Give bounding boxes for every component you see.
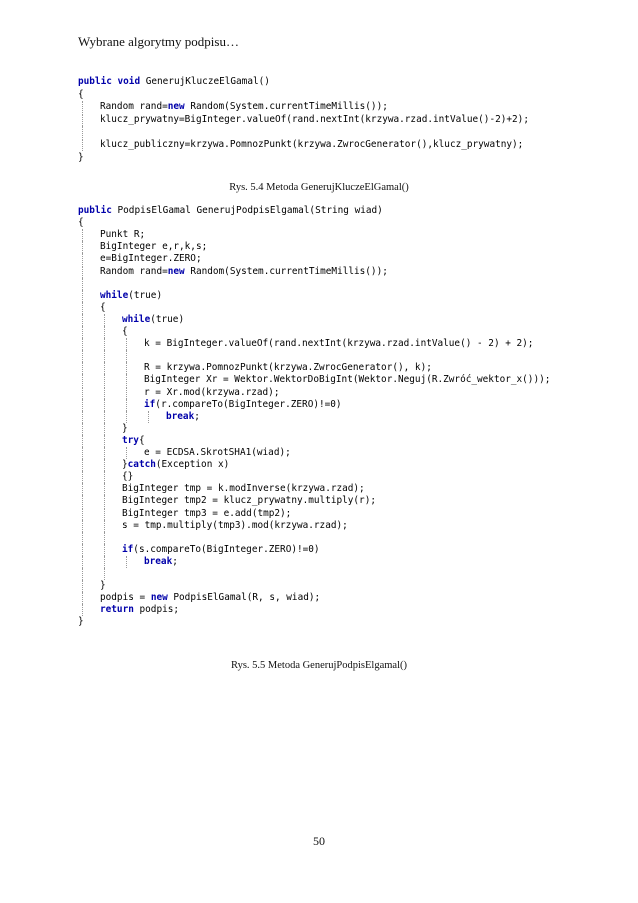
code-text	[122, 508, 291, 520]
indent-guide	[126, 387, 127, 399]
indent-guide	[126, 338, 127, 350]
indent-guide	[82, 544, 83, 556]
code-text	[144, 362, 432, 374]
code-token: Random rand=	[100, 265, 168, 277]
indent-guide	[82, 139, 83, 151]
indent-guide	[82, 387, 83, 399]
code-text	[122, 520, 348, 532]
code-token: r = Xr.mod(krzywa.rzad);	[144, 386, 280, 398]
code-text	[144, 399, 342, 411]
figure-caption-5-5: Rys. 5.5 Metoda GenerujPodpisElgamal()	[230, 660, 407, 671]
code-text	[144, 556, 178, 568]
indent-guide	[82, 411, 83, 423]
indent-guide	[104, 508, 105, 520]
code-text	[100, 290, 162, 302]
code-keyword: new	[150, 592, 168, 604]
indent-guide	[82, 290, 83, 302]
code-text	[122, 423, 128, 435]
indent-guide	[82, 532, 83, 544]
indent-guide	[82, 278, 83, 290]
indent-guide	[82, 229, 83, 241]
indent-guide	[104, 447, 105, 459]
code-keyword: if	[144, 398, 156, 410]
indent-guide	[104, 544, 105, 556]
indent-guide	[126, 374, 127, 386]
indent-guide	[104, 459, 105, 471]
indent-guide	[82, 459, 83, 471]
code-token: (true)	[128, 289, 163, 301]
code-token: (Exception x)	[155, 459, 230, 471]
indent-guide	[126, 399, 127, 411]
indent-guide	[82, 241, 83, 253]
code-text	[78, 616, 84, 628]
indent-guide	[82, 435, 83, 447]
code-token: }	[122, 422, 128, 434]
code-token: {	[78, 217, 84, 229]
code-keyword: catch	[127, 459, 156, 471]
indent-guide	[82, 423, 83, 435]
indent-guide	[126, 350, 127, 362]
code-token: s = tmp.multiply(tmp3).mod(krzywa.rzad);	[122, 519, 348, 531]
code-text	[100, 114, 529, 126]
code-text	[78, 205, 383, 217]
code-token: BigInteger tmp = k.modInverse(krzywa.rzad);	[122, 483, 365, 495]
code-token: e=BigInteger.ZERO;	[100, 253, 202, 265]
indent-guide	[104, 374, 105, 386]
code-text	[78, 217, 84, 229]
code-token: BigInteger e,r,k,s;	[100, 241, 208, 253]
code-token: {	[122, 326, 128, 337]
indent-guide	[104, 399, 105, 411]
code-token: Punkt R;	[100, 229, 146, 241]
code-token: klucz_publiczny=krzywa.PomnozPunkt(krzywa.ZwrocGenerator(),klucz_prywatny);	[100, 139, 524, 150]
code-keyword: while	[100, 289, 129, 301]
code-keyword: return	[100, 604, 134, 616]
indent-guide	[104, 471, 105, 483]
code-text	[100, 101, 388, 113]
code-text	[100, 253, 202, 265]
code-text	[122, 326, 128, 338]
code-listing-generuj-podpis	[78, 205, 598, 635]
indent-guide	[82, 374, 83, 386]
code-token: }	[78, 616, 84, 628]
code-token: (r.compareTo(BigInteger.ZERO)!=0)	[155, 398, 342, 410]
code-token: k = BigInteger.valueOf(rand.nextInt(krzywa.rzad.intValue() - 2) + 2);	[144, 338, 534, 350]
code-text	[122, 459, 229, 471]
indent-guide	[82, 314, 83, 326]
indent-guide	[82, 471, 83, 483]
code-keyword: break	[144, 555, 173, 567]
code-text	[100, 241, 207, 253]
code-token: }	[100, 580, 106, 592]
code-text	[78, 152, 84, 164]
code-token: }	[78, 151, 84, 163]
running-header: Wybrane algorytmy podpisu…	[78, 34, 239, 49]
indent-guide	[82, 114, 83, 126]
code-token: Random rand=	[100, 101, 168, 113]
code-token: {	[100, 301, 106, 313]
code-text	[122, 471, 133, 483]
code-text	[144, 338, 533, 350]
code-token: (true)	[150, 313, 185, 325]
code-keyword: try	[122, 434, 139, 446]
code-text	[100, 604, 179, 616]
indent-guide	[82, 508, 83, 520]
indent-guide	[126, 447, 127, 459]
code-token: BigInteger tmp3 = e.add(tmp2);	[122, 507, 292, 519]
code-token: podpis =	[100, 592, 151, 604]
code-token: BigInteger tmp2 = klucz_prywatny.multiply(r);	[122, 495, 376, 507]
code-text	[100, 580, 106, 592]
figure-caption-5-4: Rys. 5.4 Metoda GenerujKluczeElGamal()	[229, 182, 409, 193]
indent-guide	[104, 362, 105, 374]
code-text	[100, 139, 523, 151]
indent-guide	[82, 266, 83, 278]
indent-guide	[104, 520, 105, 532]
code-token: }	[122, 459, 128, 471]
indent-guide	[82, 568, 83, 580]
indent-guide	[82, 580, 83, 592]
indent-guide	[82, 362, 83, 374]
code-token: {	[138, 434, 145, 446]
code-keyword: new	[167, 265, 185, 277]
indent-guide	[82, 350, 83, 362]
code-token: e = ECDSA.SkrotSHA1(wiad);	[144, 447, 291, 458]
indent-guide	[104, 532, 105, 544]
code-listing-generuj-klucze	[78, 76, 598, 166]
indent-guide	[148, 411, 149, 423]
indent-guide	[82, 338, 83, 350]
indent-guide	[82, 253, 83, 265]
code-token: (s.compareTo(BigInteger.ZERO)!=0)	[133, 543, 320, 555]
code-text	[122, 495, 376, 507]
indent-guide	[82, 447, 83, 459]
code-text	[100, 302, 106, 314]
code-token: GenerujKluczeElGamal()	[145, 76, 270, 87]
code-token: BigInteger Xr = Wektor.WektorDoBigInt(Wektor.Neguj(R.Zwróć_wektor_x()));	[144, 374, 551, 386]
code-text	[144, 387, 279, 399]
indent-guide	[104, 387, 105, 399]
indent-guide	[104, 483, 105, 495]
code-token: PodpisElGamal GenerujPodpisElgamal(String wiad)	[117, 205, 383, 216]
indent-guide	[82, 592, 83, 604]
code-text	[100, 592, 320, 604]
code-keyword: break	[166, 410, 195, 422]
indent-guide	[126, 411, 127, 423]
code-token: ;	[172, 555, 178, 567]
indent-guide	[82, 483, 83, 495]
indent-guide	[82, 495, 83, 507]
code-text	[144, 447, 291, 459]
indent-guide	[126, 556, 127, 568]
code-token: {}	[122, 471, 134, 483]
indent-guide	[82, 126, 83, 138]
indent-guide	[104, 556, 105, 568]
code-text	[78, 89, 84, 101]
code-text	[122, 544, 320, 556]
code-text	[100, 229, 145, 241]
indent-guide	[104, 350, 105, 362]
code-token: R = krzywa.PomnozPunkt(krzywa.ZwrocGenerator(), k);	[144, 362, 432, 374]
code-text	[122, 435, 145, 447]
code-keyword: while	[122, 313, 151, 325]
code-token: podpis;	[133, 604, 180, 616]
code-text	[122, 483, 365, 495]
code-text	[78, 76, 270, 88]
code-keyword: new	[167, 101, 185, 113]
code-token: ;	[194, 410, 200, 422]
indent-guide	[82, 556, 83, 568]
code-token: {	[78, 88, 84, 100]
code-text	[100, 266, 388, 278]
code-token: Random(System.currentTimeMillis());	[184, 101, 388, 113]
indent-guide	[82, 101, 83, 113]
indent-guide	[104, 326, 105, 338]
code-text	[144, 374, 550, 386]
indent-guide	[82, 302, 83, 314]
indent-guide	[82, 604, 83, 616]
code-token: Random(System.currentTimeMillis());	[184, 265, 388, 277]
code-keyword: if	[122, 543, 134, 555]
code-keyword: public void	[78, 76, 146, 87]
code-text	[122, 314, 184, 326]
indent-guide	[104, 423, 105, 435]
page-number: 50	[313, 834, 325, 848]
code-token: PodpisElGamal(R, s, wiad);	[167, 592, 321, 604]
indent-guide	[82, 326, 83, 338]
indent-guide	[104, 435, 105, 447]
indent-guide	[104, 338, 105, 350]
indent-guide	[104, 411, 105, 423]
indent-guide	[82, 520, 83, 532]
code-keyword: public	[78, 205, 118, 216]
indent-guide	[104, 314, 105, 326]
code-token: klucz_prywatny=BigInteger.valueOf(rand.nextInt(krzywa.rzad.intValue()-2)+2);	[100, 113, 529, 125]
indent-guide	[104, 568, 105, 580]
indent-guide	[126, 362, 127, 374]
indent-guide	[104, 495, 105, 507]
indent-guide	[82, 399, 83, 411]
code-text	[166, 411, 200, 423]
